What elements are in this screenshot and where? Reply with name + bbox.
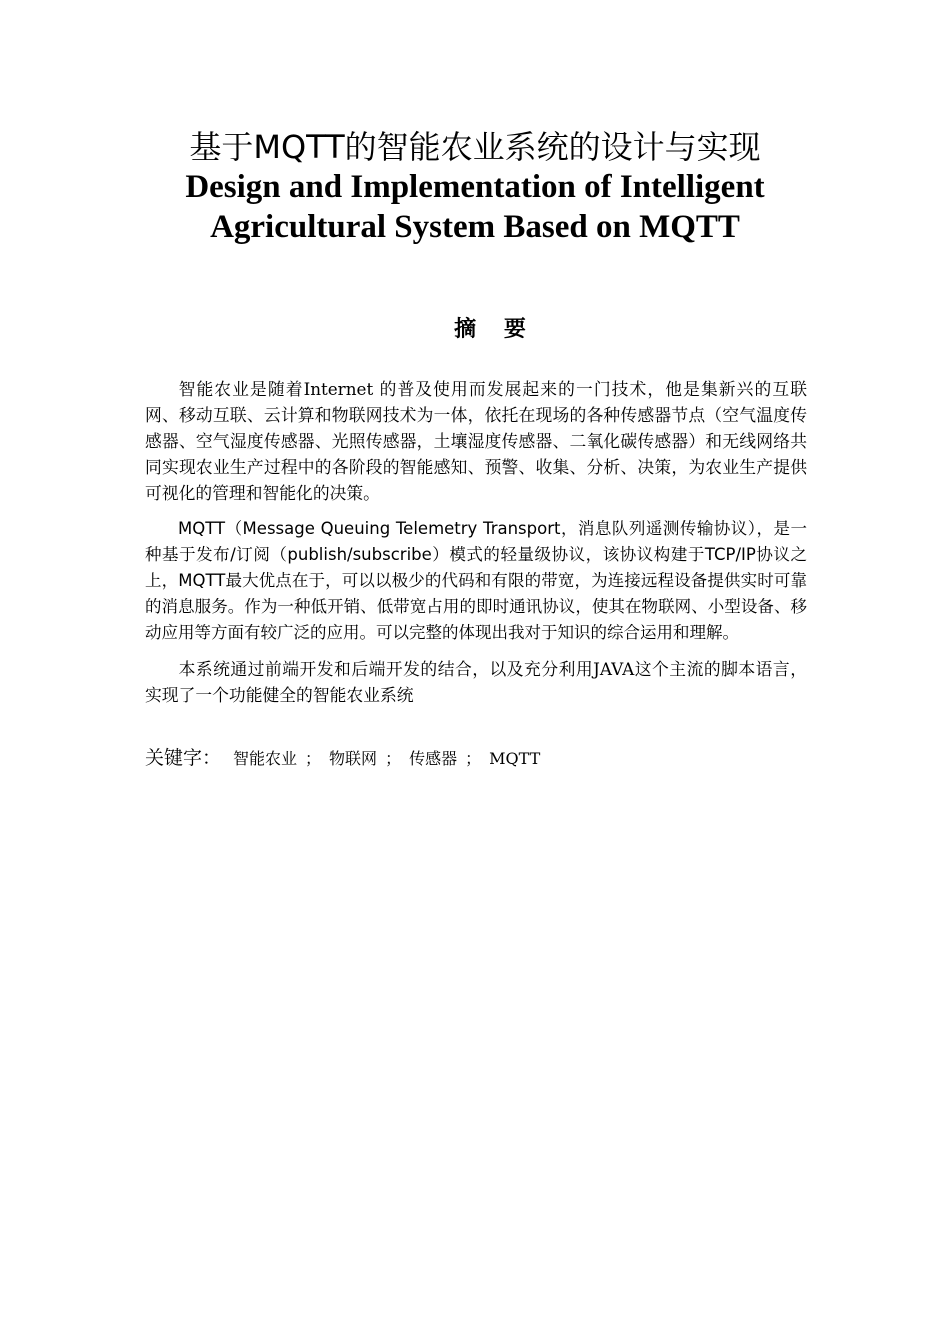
- abstract-heading: 摘 要: [454, 317, 536, 342]
- keyword-item: MQTT: [489, 749, 541, 768]
- keywords-line: [145, 744, 807, 773]
- keyword-item: 物联网: [329, 749, 378, 768]
- abstract-paragraph-2: MQTT（Message Queuing Telemetry Transport，消息队列遥测传输协议），是一种基于发布/订阅（publish/subscribe）模式的轻量级协议，该协议构建于TCP/IP协议之上，MQTT最大优点在于，可以以极少的代码和有限的带宽，为连接远程设备提供实时可靠的消息服务。作为一种低开销、低带宽占用的即时通讯协议，使其在物联网、小型设备、移动应用等方面有较广泛的应用。可以完整的体现出我对于知识的综合运用和理解。: [145, 519, 807, 642]
- abstract-paragraph-1: 智能农业是随着Internet 的普及使用而发展起来的一门技术，他是集新兴的互联网、移动互联、云计算和物联网技术为一体，依托在现场的各种传感器节点（空气温度传感器、空气湿度传感器、光照传感器，土壤湿度传感器、二氧化碳传感器）和无线网络共同实现农业生产过程中的各阶段的智能感知、预警、收集、分析、决策，为农业生产提供可视化的管理和智能化的决策。: [145, 379, 807, 503]
- title-english: Design and Implementation of Intelligent Agricultural System Based on MQTT: [185, 169, 765, 245]
- keyword-separator: ；: [385, 749, 402, 768]
- title-chinese: 基于MQTT的智能农业系统的设计与实现: [189, 128, 761, 166]
- keyword-item: 传感器: [409, 749, 458, 768]
- abstract-paragraph-3: 本系统通过前端开发和后端开发的结合，以及充分利用JAVA这个主流的脚本语言，实现了一个功能健全的智能农业系统: [145, 659, 807, 705]
- keyword-separator: ；: [465, 749, 482, 768]
- keywords-label: 关键字：: [145, 747, 222, 769]
- keyword-separator: ；: [305, 749, 322, 768]
- keyword-item: 智能农业: [233, 749, 298, 768]
- abstract-body: [145, 376, 807, 718]
